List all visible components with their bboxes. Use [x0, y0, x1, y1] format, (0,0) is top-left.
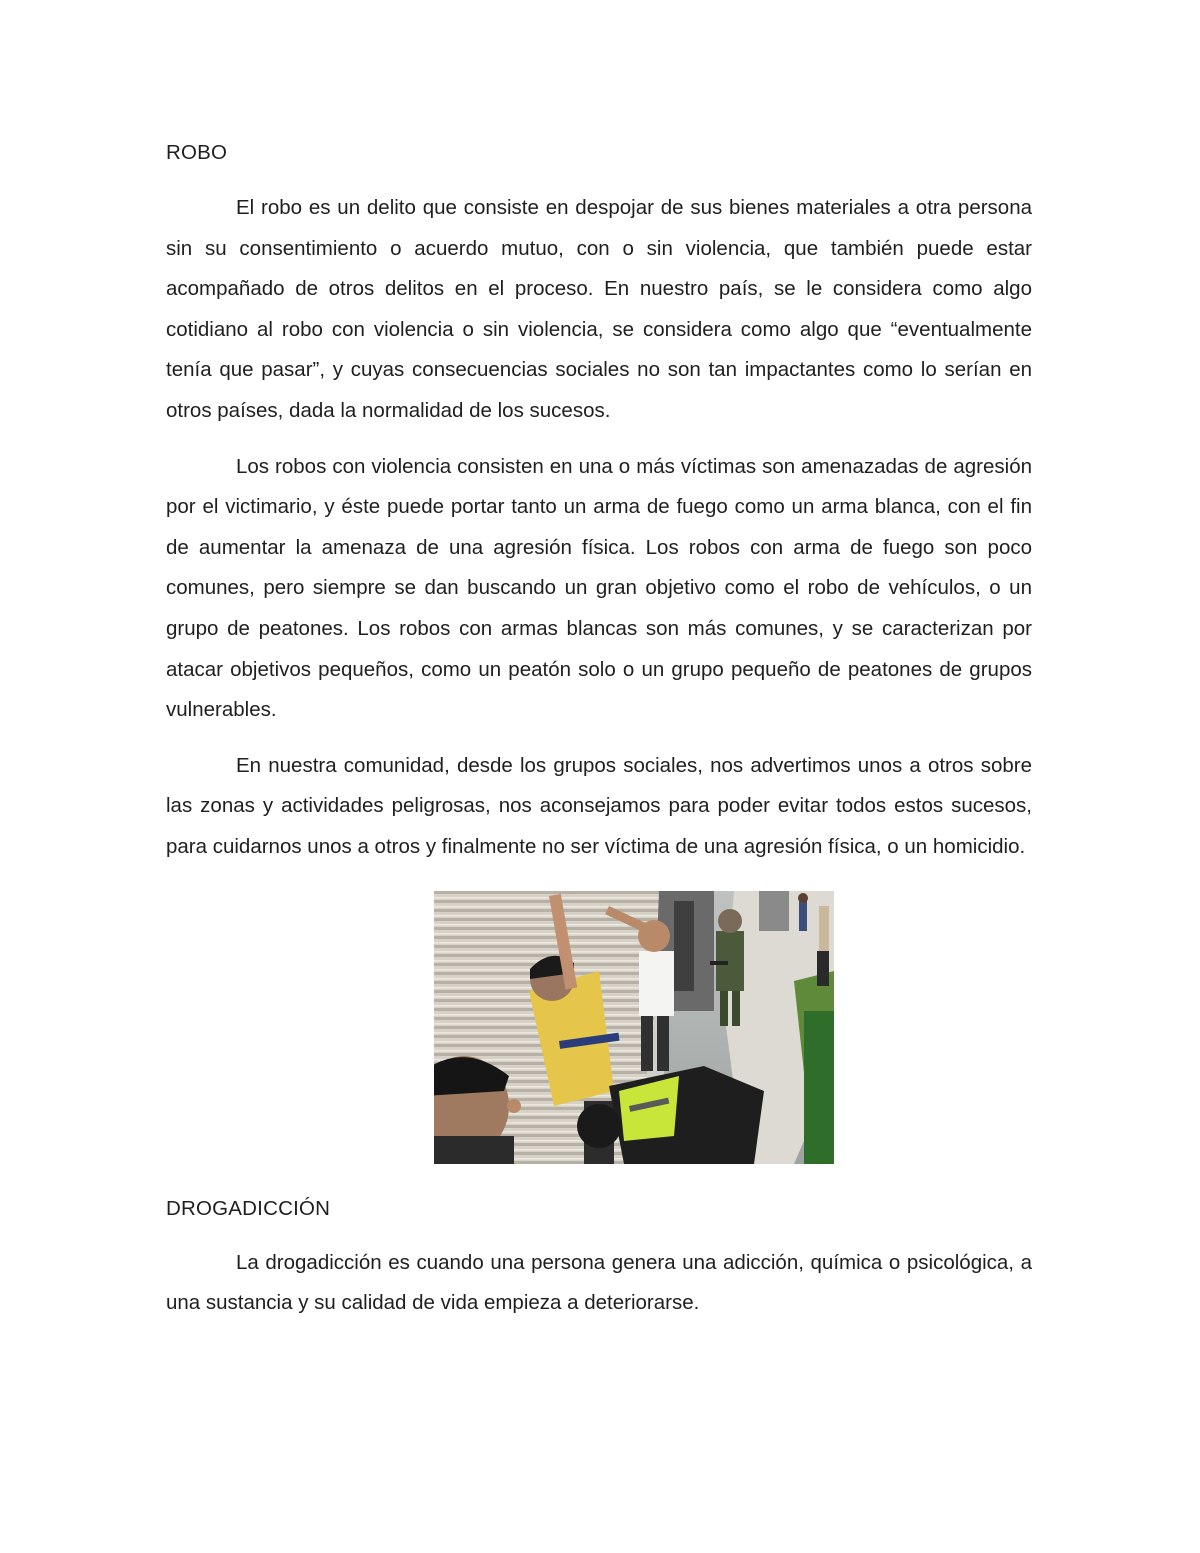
- section-heading-robo: ROBO: [166, 141, 228, 164]
- paragraph-robo-comunidad: En nuestra comunidad, desde los grupos sociales, nos advertimos unos a otros sobre las zonas y actividades peligrosas, nos aconsejamos para poder evitar todos estos sucesos, para cuidarnos unos a otros y finalmente no ser víctima de una agresión física, o un homicidio.: [166, 753, 1032, 858]
- paragraph-drogadiccion-definition: La drogadicción es cuando una persona genera una adicción, química o psicológica, a una sustancia y su calidad de vida empieza a deteriorarse.: [166, 1250, 1032, 1315]
- paragraph-robo-definition: El robo es un delito que consiste en despojar de sus bienes materiales a otra persona sin su consentimiento o acuerdo mutuo, con o sin violencia, que también puede estar acompañado de otros delitos en el proceso. En nuestro país, se le considera como algo cotidiano al robo con violencia o sin violencia, se considera como algo que “eventualmente tenía que pasar”, y cuyas consecuencias sociales no son tan impactantes como lo serían en otros países, dada la normalidad de los sucesos.: [166, 196, 1032, 422]
- police-search-photo: [434, 891, 834, 1164]
- paragraph-robo-violencia: Los robos con violencia consisten en una o más víctimas son amenazadas de agresión por el victimario, y éste puede portar tanto un arma de fuego como un arma blanca, con el fin de aumentar la amenaza de una agresión física. Los robos con arma de fuego son poco comunes, pero siempre se dan buscando un gran objetivo como el robo de vehículos, o un grupo de peatones. Los robos con armas blancas son más comunes, y se caracterizan por atacar objetivos pequeños, como un peatón solo o un grupo pequeño de peatones de grupos vulnerables.: [166, 454, 1032, 722]
- document-body: [166, 138, 1032, 1324]
- photo-illustration: [434, 891, 834, 1164]
- section-heading-drogadiccion: DROGADICCIÓN: [166, 1196, 331, 1220]
